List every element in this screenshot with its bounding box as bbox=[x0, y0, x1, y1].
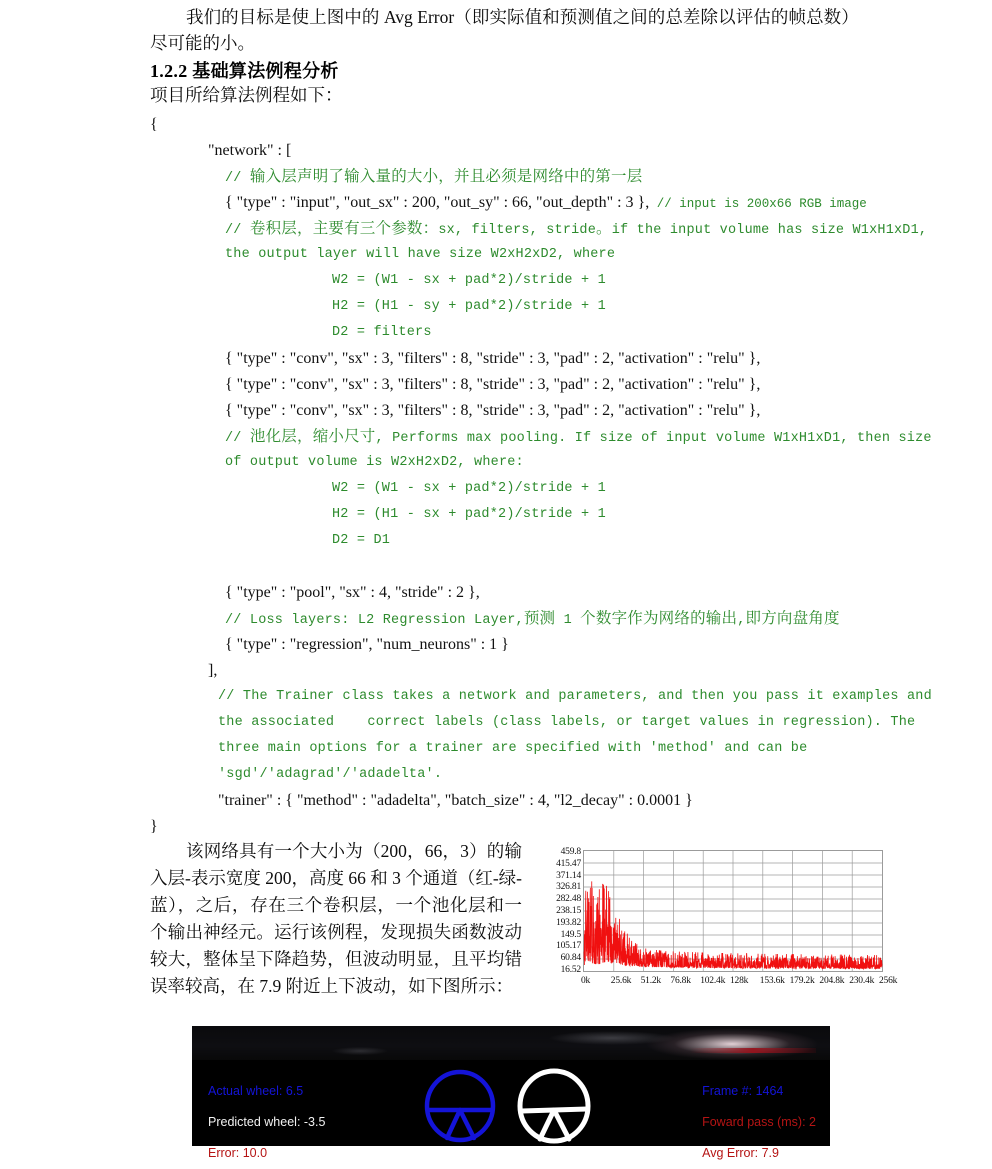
chart-y-tick: 326.81 bbox=[556, 882, 581, 893]
loss-chart bbox=[543, 845, 898, 1003]
lead-paragraph: 项目所给算法例程如下： bbox=[150, 85, 343, 105]
chart-y-tick: 238.15 bbox=[556, 906, 581, 916]
description-paragraph: 该网络具有一个大小为（200，66，3）的输入层-表示宽度 200，高度 66 和 3 个通道（红-绿-蓝），之后，存在三个卷积层，一个池化层和一个输出神经元。运行该例程，发现损失函数波动较大，整体呈下降趋势，但波动明显，且平均错误率较高，在 7.9 附近上下波动，如下图所示： bbox=[150, 841, 522, 996]
inline-comment: // input is 200x66 RGB image bbox=[649, 197, 867, 211]
chart-x-tick: 0k bbox=[581, 976, 591, 986]
actual-steering-wheel-icon bbox=[427, 1072, 493, 1140]
frame-number-readout: Frame #: 1464 bbox=[702, 1084, 784, 1098]
chart-y-tick: 16.52 bbox=[560, 965, 581, 975]
code-listing bbox=[150, 112, 932, 840]
code-line: { "type" : "conv", "sx" : 3, "filters" : 8, "stride" : 3, "pad" : 2, "activation" : "relu" }, bbox=[225, 350, 761, 367]
simulator-video-frame bbox=[192, 1026, 830, 1160]
chart-x-tick: 230.4k bbox=[849, 976, 875, 986]
code-line: // The Trainer class takes a network and parameters, and then you pass it examples and bbox=[218, 689, 932, 704]
code-line: { "type" : "conv", "sx" : 3, "filters" : 8, "stride" : 3, "pad" : 2, "activation" : "relu" }, bbox=[225, 402, 761, 419]
intro-paragraph: 我们的目标是使上图中的 Avg Error（即实际值和预测值之间的总差除以评估的帧总数）尽可能的小。 bbox=[150, 7, 850, 53]
code-line: "trainer" : { "method" : "adadelta", "batch_size" : 4, "l2_decay" : 0.0001 } bbox=[218, 792, 693, 809]
code-line: H2 = (H1 - sy + pad*2)/stride + 1 bbox=[332, 299, 606, 314]
code-line: { "type" : "input", "out_sx" : 200, "out_sy" : 66, "out_depth" : 3 }, // input is 200x66 RGB image bbox=[225, 194, 867, 211]
actual-wheel-readout: Actual wheel: 6.5 bbox=[208, 1084, 304, 1098]
code-line: the output layer will have size W2xH2xD2, where bbox=[225, 247, 616, 262]
chart-y-axis bbox=[543, 845, 583, 977]
chart-y-tick: 415.47 bbox=[556, 858, 581, 869]
code-line: // 卷积层，主要有三个参数：sx, filters, stride。if the input volume has size W1xH1xD1, bbox=[225, 220, 928, 238]
code-line: } bbox=[150, 818, 158, 835]
chart-x-tick: 102.4k bbox=[700, 976, 726, 986]
chart-y-tick: 459.8 bbox=[560, 847, 581, 857]
code-line: of output volume is W2xH2xD2, where: bbox=[225, 455, 524, 470]
chart-y-tick: 105.17 bbox=[556, 941, 581, 952]
hud-overlay bbox=[192, 1060, 830, 1160]
code-line: 'sgd'/'adagrad'/'adadelta'. bbox=[218, 767, 443, 782]
code-line: W2 = (W1 - sx + pad*2)/stride + 1 bbox=[332, 273, 606, 288]
chart-x-tick: 76.8k bbox=[670, 976, 691, 986]
hud-left-column bbox=[208, 1076, 325, 1169]
code-line: H2 = (H1 - sx + pad*2)/stride + 1 bbox=[332, 507, 606, 522]
code-line: ], bbox=[208, 662, 218, 679]
chart-x-tick: 256k bbox=[879, 976, 898, 986]
chart-x-axis bbox=[575, 976, 898, 992]
chart-x-tick: 25.6k bbox=[610, 976, 632, 986]
avg-error-readout: Avg Error: 7.9 bbox=[702, 1146, 779, 1160]
chart-x-tick: 51.2k bbox=[640, 976, 661, 986]
chart-y-tick: 193.82 bbox=[556, 917, 581, 928]
forward-pass-readout: Foward pass (ms): 2 bbox=[702, 1115, 816, 1129]
section-heading: 1.2.2 基础算法例程分析 bbox=[150, 61, 339, 81]
code-line: // 输入层声明了输入量的大小，并且必须是网络中的第一层 bbox=[225, 168, 643, 186]
error-readout: Error: 10.0 bbox=[208, 1146, 268, 1160]
road-scene-image bbox=[192, 1026, 830, 1060]
chart-x-tick: 204.8k bbox=[819, 976, 845, 986]
chart-y-tick: 60.84 bbox=[560, 953, 581, 964]
code-line: { bbox=[150, 116, 158, 133]
chart-x-tick: 128k bbox=[730, 976, 749, 986]
chart-y-tick: 371.14 bbox=[556, 870, 581, 881]
chart-plot-area bbox=[583, 850, 883, 972]
code-line: // Loss layers: L2 Regression Layer,预测 1 个数字作为网络的输出,即方向盘角度 bbox=[225, 610, 840, 628]
chart-x-tick: 179.2k bbox=[789, 976, 815, 986]
code-line: { "type" : "regression", "num_neurons" : 1 } bbox=[225, 636, 509, 653]
chart-x-tick: 153.6k bbox=[759, 976, 785, 986]
code-line: D2 = filters bbox=[332, 325, 432, 340]
code-line: W2 = (W1 - sx + pad*2)/stride + 1 bbox=[332, 481, 606, 496]
steering-wheel-indicators bbox=[414, 1066, 614, 1146]
code-line: three main options for a trainer are specified with 'method' and can be bbox=[218, 741, 808, 756]
code-line bbox=[150, 554, 910, 580]
code-line: "network" : [ bbox=[208, 142, 292, 159]
code-line: D2 = D1 bbox=[332, 533, 391, 548]
code-line: the associated correct labels (class labels, or target values in regression). The bbox=[218, 715, 916, 730]
predicted-steering-wheel-icon bbox=[520, 1071, 588, 1141]
chart-y-tick: 282.48 bbox=[556, 894, 581, 905]
chart-svg bbox=[584, 851, 882, 971]
code-line: // 池化层，缩小尺寸, Performs max pooling. If size of input volume W1xH1xD1, then size bbox=[225, 428, 932, 446]
predicted-wheel-readout: Predicted wheel: -3.5 bbox=[208, 1115, 326, 1129]
hud-right-column bbox=[702, 1076, 816, 1169]
code-line: { "type" : "pool", "sx" : 4, "stride" : 2 }, bbox=[225, 584, 480, 601]
chart-y-tick: 149.5 bbox=[560, 929, 581, 940]
code-line: { "type" : "conv", "sx" : 3, "filters" : 8, "stride" : 3, "pad" : 2, "activation" : "relu" }, bbox=[225, 376, 761, 393]
